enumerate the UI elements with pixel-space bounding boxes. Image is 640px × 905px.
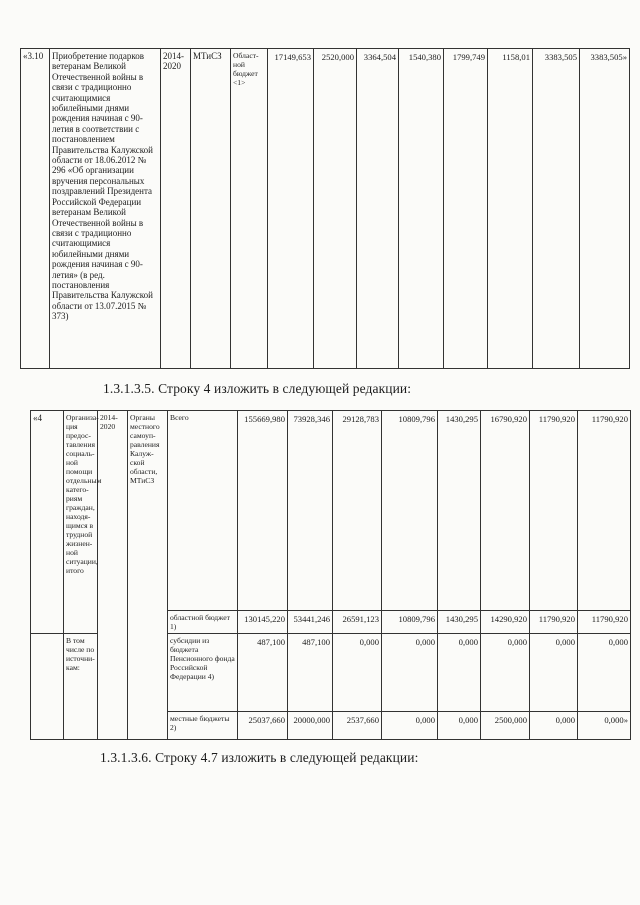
funding-source: Област-ной бюджет <1>	[231, 49, 268, 369]
value-cell: 0,000	[382, 712, 438, 740]
source-label: субсидии из бюджета Пенсионного фонда Российской Федерации 4)	[168, 634, 238, 712]
value-cell: 0,000	[481, 634, 530, 712]
section-heading-1-3-1-3-5: 1.3.1.3.5. Строку 4 изложить в следующей редакции:	[103, 381, 412, 396]
value-cell: 20000,000	[288, 712, 333, 740]
value-cell: 11790,920	[578, 611, 631, 634]
value-cell: 0,000	[578, 634, 631, 712]
period: 2014-2020	[161, 49, 191, 369]
value-cell: 26591,123	[333, 611, 382, 634]
value-cell: 25037,660	[238, 712, 288, 740]
source-label: областной бюджет 1)	[168, 611, 238, 634]
row-number: «3.10	[21, 49, 50, 369]
value-cell: 0,000	[333, 634, 382, 712]
value-cell: 155669,980	[238, 411, 288, 611]
value-cell: 0,000	[530, 634, 578, 712]
value-cell: 29128,783	[333, 411, 382, 611]
value-cell: 0,000	[438, 634, 481, 712]
value-cell: 0,000»	[578, 712, 631, 740]
executor: Органы местного самоуп-равления Калуж-ской области, МТиСЗ	[128, 411, 168, 740]
value-cell: 73928,346	[288, 411, 333, 611]
value-2016: 1540,380	[399, 49, 444, 369]
value-cell: 487,100	[288, 634, 333, 712]
executor: МТиСЗ	[191, 49, 231, 369]
value-cell: 10809,796	[382, 611, 438, 634]
value-cell: 14290,920	[481, 611, 530, 634]
value-cell: 0,000	[438, 712, 481, 740]
source-label: местные бюджеты 2)	[168, 712, 238, 740]
value-cell: 1430,295	[438, 611, 481, 634]
value-cell: 10809,796	[382, 411, 438, 611]
value-2015: 3364,504	[357, 49, 399, 369]
measure-name: Организа-ция предос-тавления социаль-ной помощи отдельным катего-риям граждан, находя-щимся в трудной жизнен-ной ситуации, итого	[64, 411, 98, 634]
measure-name: Приобретение подарков ветеранам Великой Отечественной войны в связи с традиционно считающимися юбилейными днями рождения начиная с 90-летия в соответствии с постановлением Правительства Калужской области от 18.06.2012 № 296 «Об организации вручения персональных поздравлений Президента Российской Федерации ветеранам Великой Отечественной войны в связи с традиционно считающимися юбилейными днями рождения начиная с 90-летия» (в ред. постановления Правительства Калужской области от 13.07.2015 № 373)	[50, 49, 161, 369]
row-number-empty	[31, 634, 64, 740]
value-cell: 487,100	[238, 634, 288, 712]
value-total: 17149,653	[268, 49, 314, 369]
sources-note: В том числе по источни-кам:	[64, 634, 98, 740]
value-cell: 130145,220	[238, 611, 288, 634]
value-cell: 16790,920	[481, 411, 530, 611]
value-cell: 0,000	[382, 634, 438, 712]
value-cell: 2537,660	[333, 712, 382, 740]
value-cell: 11790,920	[530, 611, 578, 634]
value-2019: 3383,505	[533, 49, 580, 369]
value-cell: 11790,920	[578, 411, 631, 611]
value-2017: 1799,749	[444, 49, 488, 369]
value-2020: 3383,505»	[580, 49, 630, 369]
value-cell: 0,000	[530, 712, 578, 740]
value-cell: 53441,246	[288, 611, 333, 634]
program-table-row-4	[30, 410, 631, 740]
program-table-row-3-10	[20, 48, 630, 369]
source-label: Всего	[168, 411, 238, 611]
value-cell: 2500,000	[481, 712, 530, 740]
value-2014: 2520,000	[314, 49, 357, 369]
value-cell: 11790,920	[530, 411, 578, 611]
value-cell: 1430,295	[438, 411, 481, 611]
row-number: «4	[31, 411, 64, 634]
value-2018: 1158,01	[488, 49, 533, 369]
section-heading-1-3-1-3-6: 1.3.1.3.6. Строку 4.7 изложить в следующей редакции:	[100, 750, 419, 765]
period: 2014-2020	[98, 411, 128, 740]
